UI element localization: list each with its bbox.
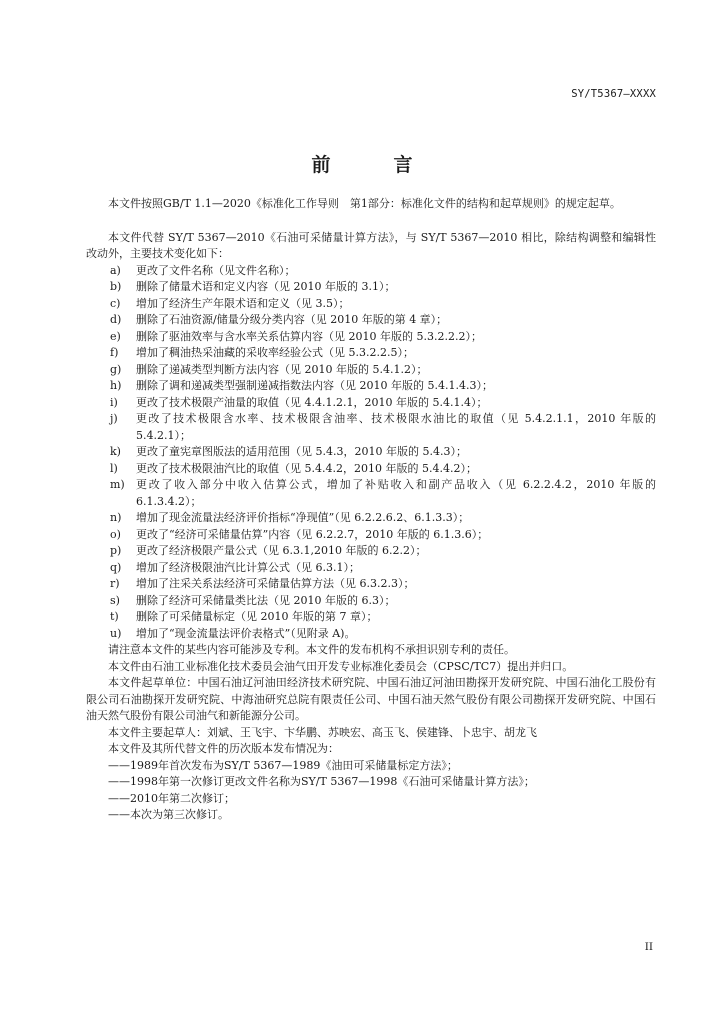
list-item [86, 461, 656, 478]
list-item [86, 362, 656, 379]
list-item [86, 609, 656, 626]
list-item-text: 删除了调和递减类型强制递减指数法内容（见 2010 年版的 5.4.1.4.3）； [136, 379, 493, 392]
list-item-label: e) [110, 329, 121, 343]
history-item: ——1989年首次发布为SY/T 5367—1989《油田可采储量标定方法》； [108, 758, 458, 772]
list-item-label: u) [110, 626, 122, 640]
page-number: II [644, 941, 653, 953]
list-item-text: 更改了收入部分中收入估算公式，增加了补贴收入和副产品收入（见 6.2.2.4.2，2010 年版的 6.1.3.4.2）； [136, 478, 656, 508]
list-item [86, 345, 656, 362]
list-item-label: p) [110, 544, 122, 557]
list-item [86, 543, 656, 560]
list-item-text: 删除了储量术语和定义内容（见 2010 年版的 3.1）； [136, 280, 396, 293]
list-item [86, 296, 656, 313]
drafting-organizations: 本文件起草单位：中国石油辽河油田经济技术研究院、中国石油辽河油田勘探开发研究院、中国石油化工股份有限公司石油勘探开发研究院、中海油研究总院有限责任公司、中国石油天然气股份有限公司勘探开发研究院、中国石油天然气股份有限公司油气和新能源分公司。 [86, 676, 656, 722]
list-item-label: r) [110, 577, 120, 590]
list-item-label: j) [110, 412, 118, 425]
change-list [86, 263, 656, 643]
list-item-text: 更改了技术极限含水率、技术极限含油率、技术极限水油比的取值（见 5.4.2.1.1，2010 年版的 5.4.2.1）； [136, 412, 656, 442]
list-item-text: 更改了技术极限油汽比的取值（见 5.4.4.2，2010 年版的 5.4.4.2）； [136, 461, 477, 475]
patent-notice: 请注意本文件的某些内容可能涉及专利。本文件的发布机构不承担识别专利的责任。 [108, 643, 515, 656]
list-item-label: o) [110, 527, 121, 541]
list-item [86, 477, 656, 510]
list-item [86, 411, 656, 444]
list-item-text: 增加了注采关系法经济可采储量估算方法（见 6.3.2.3）； [136, 577, 415, 590]
intro-paragraph-drafting: 本文件按照GB/T 1.1—2020《标准化工作导则 第1部分：标准化文件的结构和起草规则》的规定起草。 [108, 197, 621, 210]
list-item-label: l) [110, 461, 118, 475]
list-item-label: f) [110, 346, 119, 359]
list-item [86, 626, 656, 643]
list-item-label: q) [110, 560, 122, 574]
list-item-text: 更改了经济极限产量公式（见 6.3.1,2010 年版的 6.2.2）； [136, 544, 427, 557]
list-item-text: 更改了“经济可采储量估算”内容（见 6.2.2.7，2010 年版的 6.1.3.6）； [136, 527, 489, 541]
list-item-label: k) [110, 445, 121, 458]
history-item: ——本次为第三次修订。 [108, 808, 229, 821]
list-item [86, 444, 656, 461]
list-item-label: a) [110, 263, 121, 277]
drafters: 本文件主要起草人：刘斌、王飞宇、卞华鹏、苏映宏、高玉飞、侯建锋、卜忠宇、胡龙飞 [108, 725, 537, 739]
list-item [86, 378, 656, 395]
list-item-label: s) [110, 593, 120, 607]
history-item: ——1998年第一次修订更改文件名称为SY/T 5367—1998《石油可采储量计算方法》； [108, 775, 535, 788]
list-item-text: 更改了文件名称（见文件名称）； [136, 263, 296, 277]
intro-paragraph-replacement: 本文件代替 SY/T 5367—2010《石油可采储量计算方法》，与 SY/T 5367—2010 相比，除结构调整和编辑性改动外，主要技术变化如下： [86, 230, 656, 260]
history-item: ——2010年第二次修订； [108, 791, 235, 805]
list-item [86, 510, 656, 527]
list-item-text: 删除了石油资源/储量分级分类内容（见 2010 年版的第 4 章）； [136, 313, 448, 326]
list-item-text: 更改了技术极限产油量的取值（见 4.4.1.2.1，2010 年版的 5.4.1.4）； [136, 395, 488, 409]
document-code: SY/T5367—XXXX [571, 88, 656, 100]
foreword-body [86, 196, 656, 824]
list-item-text: 增加了经济生产年限术语和定义（见 3.5）； [136, 296, 350, 310]
list-item-label: m) [110, 478, 125, 491]
list-item-label: d) [110, 313, 122, 326]
list-item-text: 增加了“现金流量法评价表格式”（见附录 A)。 [136, 626, 356, 640]
list-item-label: h) [110, 379, 122, 392]
list-item [86, 395, 656, 412]
list-item [86, 560, 656, 577]
list-item-text: 增加了现金流量法经济评价指标“净现值”（见 6.2.2.6.2、6.1.3.3）； [136, 511, 470, 524]
list-item-label: n) [110, 511, 122, 524]
list-item [86, 263, 656, 280]
list-item-label: i) [110, 395, 118, 409]
list-item-text: 删除了驱油效率与含水率关系估算内容（见 2010 年版的 5.3.2.2.2）； [136, 329, 482, 343]
list-item-text: 增加了稠油热采油藏的采收率经验公式（见 5.3.2.2.5）； [136, 346, 414, 359]
list-item [86, 527, 656, 544]
list-item-text: 删除了递减类型判断方法内容（见 2010 年版的 5.4.1.2）； [136, 362, 428, 376]
history-intro: 本文件及其所代替文件的历次版本发布情况为： [108, 742, 339, 755]
list-item [86, 312, 656, 329]
list-item [86, 576, 656, 593]
list-item [86, 329, 656, 346]
page-title: 前 言 [311, 154, 435, 176]
list-item [86, 279, 656, 296]
list-item [86, 593, 656, 610]
list-item-text: 更改了童宪章图版法的适用范围（见 5.4.3，2010 年版的 5.4.3）； [136, 445, 467, 458]
list-item-label: b) [110, 280, 122, 293]
list-item-text: 删除了经济可采储量类比法（见 2010 年版的 6.3）； [136, 593, 396, 607]
list-item-text: 增加了经济极限油汽比计算公式（见 6.3.1）； [136, 560, 360, 574]
version-history-list [86, 758, 656, 824]
list-item-label: t) [110, 610, 119, 623]
list-item-label: g) [110, 362, 122, 376]
list-item-text: 删除了可采储量标定（见 2010 年版的第 7 章）； [136, 610, 378, 623]
list-item-label: c) [110, 296, 121, 310]
proposer-statement: 本文件由石油工业标准化技术委员会油气田开发专业标准化委员会（CPSC/TC7）提出并归口。 [108, 659, 574, 673]
